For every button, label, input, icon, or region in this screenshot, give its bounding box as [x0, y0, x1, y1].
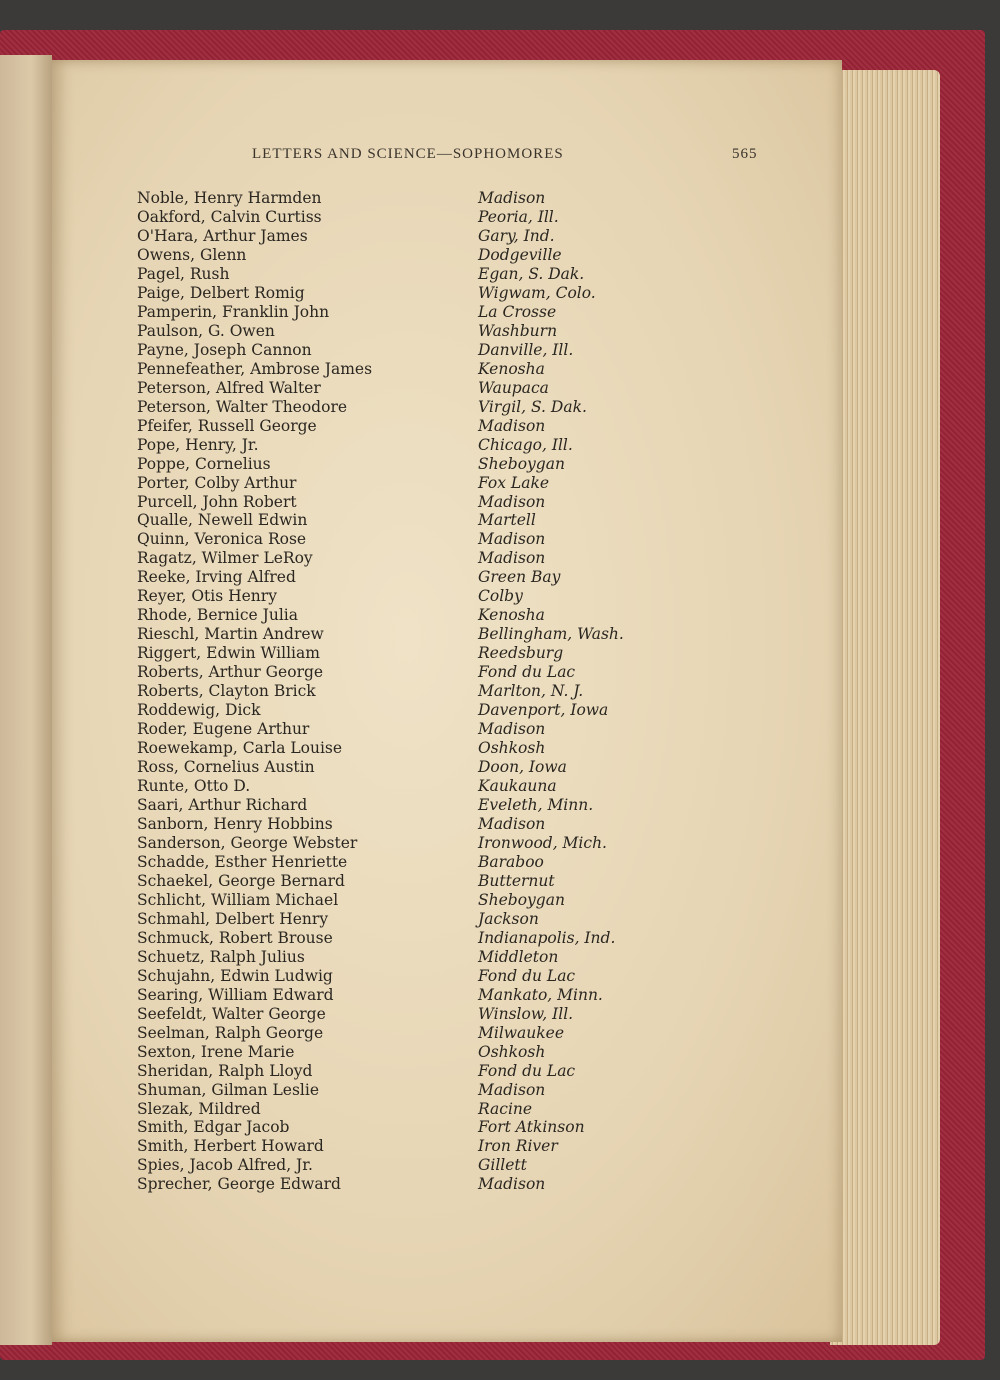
student-name: Roddewig, Dick: [137, 701, 261, 720]
student-name: Quinn, Veronica Rose: [137, 530, 307, 549]
student-name: Saari, Arthur Richard: [137, 796, 308, 814]
list-item: [137, 511, 697, 530]
list-item: [137, 208, 697, 227]
list-item: [137, 1100, 697, 1119]
hometown: Madison: [478, 1175, 546, 1194]
student-name: Rhode, Bernice Julia: [137, 606, 298, 625]
student-name: Schlicht, William Michael: [137, 890, 339, 909]
student-name: Sprecher, George Edward: [137, 1175, 341, 1194]
list-item: [137, 549, 697, 568]
list-item: [137, 967, 697, 986]
student-name: Reyer, Otis Henry: [137, 587, 277, 606]
hometown: Martell: [478, 511, 536, 530]
student-name: Seelman, Ralph George: [137, 1023, 324, 1042]
student-name: Shuman, Gilman Leslie: [137, 1080, 320, 1099]
hometown: Madison: [478, 720, 546, 739]
list-item: [137, 739, 697, 758]
hometown: Dodgeville: [478, 245, 562, 264]
list-item: [137, 1175, 697, 1194]
student-name: Schaekel, George Bernard: [137, 871, 345, 890]
list-item: [137, 1118, 697, 1137]
student-name: Reeke, Irving Alfred: [137, 568, 296, 587]
hometown: Fort Atkinson: [478, 1118, 585, 1137]
student-name: Roberts, Clayton Brick: [137, 682, 316, 701]
student-name: Payne, Joseph Cannon: [137, 340, 312, 359]
list-item: [137, 606, 697, 625]
hometown: Danville, Ill.: [478, 340, 574, 359]
list-item: [137, 474, 697, 493]
student-name: Owens, Glenn: [137, 245, 247, 264]
hometown: Madison: [478, 549, 546, 568]
hometown: Doon, Iowa: [478, 758, 567, 777]
list-item: [137, 777, 697, 796]
student-name: Paige, Delbert Romig: [137, 283, 305, 302]
hometown: Kenosha: [478, 359, 545, 378]
list-item: [137, 379, 697, 398]
list-item: [137, 644, 697, 663]
hometown: Wigwam, Colo.: [478, 283, 596, 302]
student-name: Runte, Otto D.: [137, 777, 251, 796]
hometown: Fond du Lac: [478, 1061, 576, 1080]
student-name: Purcell, John Robert: [137, 492, 297, 511]
hometown: Egan, S. Dak.: [478, 264, 585, 283]
list-item: [137, 929, 697, 948]
list-item: [137, 1024, 697, 1043]
student-name: Pagel, Rush: [137, 264, 230, 283]
student-name: Slezak, Mildred: [137, 1099, 261, 1118]
hometown: Green Bay: [478, 568, 561, 587]
hometown: Waupaca: [478, 378, 549, 397]
hometown: Indianapolis, Ind.: [478, 928, 616, 947]
hometown: Oshkosh: [478, 1042, 546, 1061]
list-item: [137, 455, 697, 474]
student-name: Riggert, Edwin William: [137, 644, 320, 663]
list-item: [137, 398, 697, 417]
hometown: Jackson: [478, 909, 539, 928]
list-item: [137, 417, 697, 436]
list-item: [137, 663, 697, 682]
list-item: [137, 682, 697, 701]
hometown: Oshkosh: [478, 739, 546, 758]
student-name: Spies, Jacob Alfred, Jr.: [137, 1156, 313, 1175]
student-name: Sanderson, George Webster: [137, 833, 358, 852]
list-item: [137, 322, 697, 341]
hometown: Butternut: [478, 871, 555, 890]
list-item: [137, 341, 697, 360]
list-item: [137, 1062, 697, 1081]
hometown: Reedsburg: [478, 644, 564, 663]
hometown: Eveleth, Minn.: [478, 796, 594, 814]
list-item: [137, 701, 697, 720]
page-number: 565: [732, 146, 758, 162]
hometown: Middleton: [478, 947, 559, 966]
list-item: [137, 360, 697, 379]
list-item: [137, 1137, 697, 1156]
student-name: Seefeldt, Walter George: [137, 1004, 326, 1023]
hometown: Madison: [478, 1080, 546, 1099]
student-name: Pennefeather, Ambrose James: [137, 359, 373, 378]
hometown: La Crosse: [478, 302, 557, 321]
hometown: Madison: [478, 492, 546, 511]
list-item: [137, 872, 697, 891]
hometown: Fond du Lac: [478, 966, 576, 985]
hometown: Racine: [478, 1099, 533, 1118]
list-item: [137, 948, 697, 967]
student-name: Poppe, Cornelius: [137, 454, 271, 473]
hometown: Davenport, Iowa: [478, 701, 609, 720]
hometown: Gillett: [478, 1156, 527, 1175]
list-item: [137, 720, 697, 739]
student-name: Roberts, Arthur George: [137, 663, 324, 682]
hometown: Peoria, Ill.: [478, 207, 559, 226]
student-name: Peterson, Walter Theodore: [137, 397, 348, 416]
hometown: Chicago, Ill.: [478, 435, 573, 454]
student-name: Roewekamp, Carla Louise: [137, 739, 343, 758]
student-name: Sheridan, Ralph Lloyd: [137, 1061, 313, 1080]
list-item: [137, 284, 697, 303]
page-header: [252, 146, 772, 166]
student-list: [137, 189, 697, 1194]
list-item: [137, 796, 697, 815]
hometown: Kenosha: [478, 606, 545, 625]
list-item: [137, 910, 697, 929]
student-name: Pamperin, Franklin John: [137, 302, 330, 321]
hometown: Washburn: [478, 321, 558, 340]
running-title: LETTERS AND SCIENCE—SOPHOMORES: [252, 146, 564, 162]
hometown: Winslow, Ill.: [478, 1004, 574, 1023]
student-name: Ragatz, Wilmer LeRoy: [137, 549, 313, 568]
hometown: Sheboygan: [478, 890, 565, 909]
list-item: [137, 853, 697, 872]
hometown: Ironwood, Mich.: [478, 833, 607, 852]
list-item: [137, 834, 697, 853]
hometown: Iron River: [478, 1137, 558, 1156]
list-item: [137, 265, 697, 284]
student-name: Schmuck, Robert Brouse: [137, 928, 333, 947]
student-name: Oakford, Calvin Curtiss: [137, 207, 322, 226]
student-name: Sexton, Irene Marie: [137, 1042, 295, 1061]
list-item: [137, 986, 697, 1005]
hometown: Madison: [478, 189, 546, 207]
hometown: Baraboo: [478, 852, 544, 871]
list-item: [137, 1081, 697, 1100]
list-item: [137, 436, 697, 455]
list-item: [137, 568, 697, 587]
student-name: Schmahl, Delbert Henry: [137, 909, 329, 928]
list-item: [137, 227, 697, 246]
hometown: Kaukauna: [478, 777, 557, 796]
student-name: Sanborn, Henry Hobbins: [137, 814, 333, 833]
student-name: Porter, Colby Arthur: [137, 473, 297, 492]
list-item: [137, 625, 697, 644]
list-item: [137, 530, 697, 549]
list-item: [137, 493, 697, 512]
hometown: Milwaukee: [478, 1023, 565, 1042]
student-name: Smith, Herbert Howard: [137, 1137, 324, 1156]
hometown: Marlton, N. J.: [478, 682, 584, 701]
student-name: Roder, Eugene Arthur: [137, 720, 310, 739]
list-item: [137, 758, 697, 777]
hometown: Gary, Ind.: [478, 226, 555, 245]
student-name: O'Hara, Arthur James: [137, 226, 308, 245]
student-name: Schadde, Esther Henriette: [137, 852, 348, 871]
student-name: Pfeifer, Russell George: [137, 416, 317, 435]
student-name: Rieschl, Martin Andrew: [137, 625, 324, 644]
hometown: Madison: [478, 814, 546, 833]
student-name: Schuetz, Ralph Julius: [137, 947, 305, 966]
list-item: [137, 303, 697, 322]
student-name: Ross, Cornelius Austin: [137, 758, 315, 777]
hometown: Fox Lake: [478, 473, 550, 492]
hometown: Virgil, S. Dak.: [478, 397, 587, 416]
list-item: [137, 815, 697, 834]
student-name: Qualle, Newell Edwin: [137, 511, 308, 530]
student-name: Smith, Edgar Jacob: [137, 1118, 290, 1137]
list-item: [137, 1005, 697, 1024]
hometown: Bellingham, Wash.: [478, 625, 624, 644]
list-item: [137, 246, 697, 265]
list-item: [137, 891, 697, 910]
hometown: Mankato, Minn.: [478, 985, 603, 1004]
student-name: Schujahn, Edwin Ludwig: [137, 966, 333, 985]
list-item: [137, 189, 697, 208]
page-edges: [830, 70, 940, 1345]
student-name: Peterson, Alfred Walter: [137, 378, 321, 397]
student-name: Pope, Henry, Jr.: [137, 435, 259, 454]
student-name: Noble, Henry Harmden: [137, 189, 322, 207]
hometown: Sheboygan: [478, 454, 565, 473]
student-name: Paulson, G. Owen: [137, 321, 275, 340]
list-item: [137, 587, 697, 606]
hometown: Madison: [478, 416, 546, 435]
hometown: Fond du Lac: [478, 663, 576, 682]
list-item: [137, 1156, 697, 1175]
list-item: [137, 1043, 697, 1062]
hometown: Madison: [478, 530, 546, 549]
student-name: Searing, William Edward: [137, 985, 334, 1004]
left-page-edge: [0, 55, 52, 1345]
hometown: Colby: [478, 587, 523, 606]
